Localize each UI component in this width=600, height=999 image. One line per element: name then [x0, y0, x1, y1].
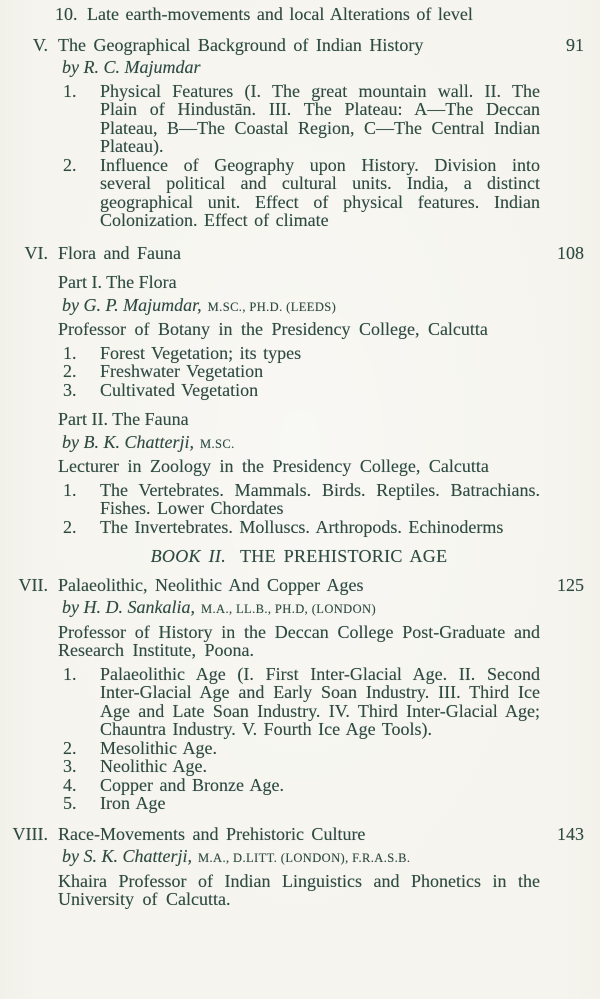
book-heading [58, 547, 540, 566]
item-text: Influence of Geography upon History. Division into several political and cultural units. India, a distinct geographical unit. Effect of physical features. Indian Colonization. Effect of climate [100, 154, 540, 230]
byline-author: by G. P. Majumdar, [62, 294, 202, 315]
chapter-heading [0, 36, 600, 55]
item-text: Late earth-movements and local Alterations of level [87, 4, 473, 24]
chapter-affiliation: Lecturer in Zoology in the Presidency College, Calcutta [58, 456, 489, 476]
chapter-title: Palaeolithic, Neolithic And Copper Ages [58, 574, 364, 595]
byline-credentials: M.A., LL.B., PH.D, (LONDON) [200, 602, 377, 616]
chapter-items [0, 481, 600, 537]
item-number: 2. [63, 154, 77, 175]
toc-item [58, 381, 540, 400]
part-heading: Part II. The Fauna [58, 409, 189, 429]
chapter-roman-numeral: VII. [18, 574, 48, 595]
item-number: 2. [63, 361, 77, 381]
chapter-byline [62, 598, 540, 619]
chapter-byline [62, 58, 540, 77]
item-number: 2. [63, 516, 77, 537]
byline-author: by R. C. Majumdar [62, 57, 201, 77]
byline-author: by B. K. Chatterji, [62, 431, 194, 452]
toc-item [58, 757, 540, 776]
chapter-byline [62, 433, 540, 454]
item-text: The Invertebrates. Molluscs. Arthropods. Echinoderms [100, 516, 504, 537]
toc-item [58, 665, 540, 739]
chapter-page-number: 143 [557, 823, 584, 844]
toc-item [58, 156, 540, 230]
chapter-entry [0, 576, 600, 813]
item-number: 5. [63, 793, 77, 813]
chapter-affiliation: Professor of Botany in the Presidency College, Calcutta [58, 319, 488, 339]
chapter-entry [0, 244, 600, 537]
chapter-heading [0, 244, 600, 263]
toc-item [58, 518, 540, 537]
toc-item [58, 82, 540, 156]
book-heading-title: THE PREHISTORIC AGE [240, 546, 448, 566]
toc-item [58, 739, 540, 758]
chapter-items [0, 344, 600, 400]
chapter-byline [62, 296, 540, 317]
chapter-page-number: 91 [566, 34, 584, 55]
chapter-items [0, 82, 600, 230]
byline-author: by H. D. Sankalia, [62, 597, 195, 617]
chapter-roman-numeral: VIII. [12, 823, 48, 844]
book-heading-book: BOOK II. [150, 546, 226, 566]
chapter-title: The Geographical Background of Indian History [58, 34, 424, 55]
item-number: 4. [63, 774, 77, 795]
item-number: 1. [63, 80, 77, 101]
byline-author: by S. K. Chatterji, [62, 846, 192, 866]
chapter-title: Race-Movements and Prehistoric Culture [58, 823, 366, 844]
toc-item [58, 362, 540, 381]
byline-credentials: M.SC., PH.D. (LEEDS) [207, 299, 337, 314]
chapter-entry [0, 36, 600, 230]
item-number: 2. [63, 737, 77, 758]
chapter-affiliation: Professor of History in the Deccan College Post-Graduate and Research Institute, Poona. [58, 621, 540, 660]
chapter-heading [0, 576, 600, 595]
item-text: Physical Features (I. The great mountain wall. II. The Plain of Hindustān. III. The Plateau: A—The Deccan Plateau, B—The Coastal Region, C—The Central Indian Plateau). [100, 80, 540, 156]
chapter-heading [0, 825, 600, 844]
item-number: 1. [63, 479, 77, 500]
item-text: The Vertebrates. Mammals. Birds. Reptiles. Batrachians. Fishes. Lower Chordates [100, 479, 540, 518]
byline-credentials: M.SC. [200, 436, 235, 451]
chapter-roman-numeral: VI. [24, 242, 48, 263]
item-text: Forest Vegetation; its types [100, 342, 302, 363]
toc-item [58, 344, 540, 363]
carryover-item [55, 5, 530, 24]
chapter-roman-numeral: V. [32, 34, 48, 55]
item-text: Cultivated Vegetation [100, 379, 259, 400]
item-text: Palaeolithic Age (I. First Inter-Glacial Age. II. Second Inter-Glacial Age and Early Soan Industry. III. Third Ice Age and Late Soan Industry. IV. Third Inter-Glacial Age; Chauntra Industry. V. Fourth Ice Age Tools). [100, 663, 540, 739]
chapter-entry [0, 825, 600, 909]
byline-credentials: M.A., D.LITT. (LONDON), F.R.A.S.B. [198, 851, 411, 865]
toc-item [58, 481, 540, 518]
item-text: Neolithic Age. [100, 756, 207, 776]
item-text: Copper and Bronze Age. [100, 774, 284, 795]
item-number: 1. [63, 663, 77, 684]
item-number: 3. [63, 756, 77, 776]
item-text: Iron Age [100, 793, 166, 813]
item-number: 3. [63, 379, 77, 400]
chapter-title: Flora and Fauna [58, 242, 181, 263]
chapter-affiliation: Khaira Professor of Indian Linguistics and Phonetics in the University of Calcutta. [58, 870, 540, 909]
toc-item [58, 776, 540, 795]
chapter-page-number: 108 [557, 242, 584, 263]
chapter-items [0, 665, 600, 813]
toc-item [58, 794, 540, 813]
chapter-byline [62, 847, 540, 868]
chapter-page-number: 125 [557, 574, 584, 595]
item-text: Mesolithic Age. [100, 737, 217, 758]
part-heading: Part I. The Flora [58, 272, 177, 292]
item-number: 1. [63, 342, 77, 363]
item-number: 10. [55, 4, 78, 24]
item-text: Freshwater Vegetation [100, 361, 264, 381]
